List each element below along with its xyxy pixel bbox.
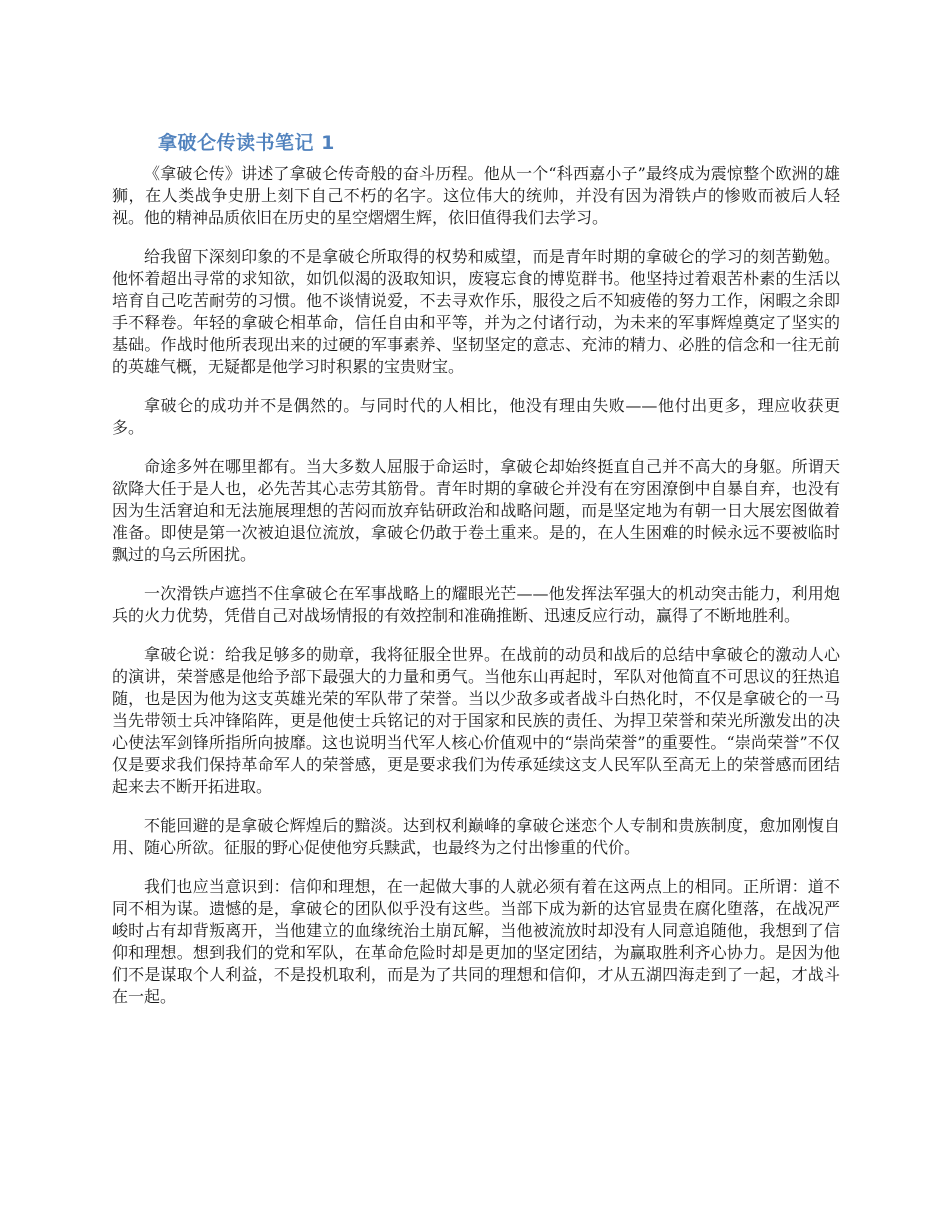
paragraph-5: 一次滑铁卢遮挡不住拿破仑在军事战略上的耀眼光芒——他发挥法军强大的机动突击能力，利用炮兵的火力优势，凭借自己对战场情报的有效控制和准确推断、迅速反应行动，赢得了不断地胜利。 [112, 584, 840, 625]
paragraph-8: 我们也应当意识到：信仰和理想，在一起做大事的人就必须有着在这两点上的相同。正所谓：道不同不相为谋。遗憾的是，拿破仑的团队似乎没有这些。当部下成为新的达官显贵在腐化堕落，在战况严峻时占有却背叛离开，当他建立的血缘统治土崩瓦解，当他被流放时却没有人同意追随他，我想到了信仰和理想。想到我们的党和军队，在革命危险时却是更加的坚定团结，为赢取胜利齐心协力。是因为他们不是谋取个人利益，不是投机取利，而是为了共同的理想和信仰，才从五湖四海走到了一起，才战斗在一起。 [112, 877, 840, 1006]
paragraph-2: 给我留下深刻印象的不是拿破仑所取得的权势和威望，而是青年时期的拿破仑的学习的刻苦勤勉。他怀着超出寻常的求知欲，如饥似渴的汲取知识，废寝忘食的博览群书。他坚持过着艰苦朴素的生活以培育自己吃苦耐劳的习惯。他不谈情说爱，不去寻欢作乐，服役之后不知疲倦的努力工作，闲暇之余即手不释卷。年轻的拿破仑相革命，信任自由和平等，并为之付诸行动，为未来的军事辉煌奠定了坚实的基础。作战时他所表现出来的过硬的军事素养、坚韧坚定的意志、充沛的精力、必胜的信念和一往无前的英雄气概，无疑都是他学习时积累的宝贵财宝。 [112, 247, 840, 376]
paragraph-3: 拿破仑的成功并不是偶然的。与同时代的人相比，他没有理由失败——他付出更多，理应收获更多。 [112, 396, 840, 437]
paragraph-6: 拿破仑说：给我足够多的勋章，我将征服全世界。在战前的动员和战后的总结中拿破仑的激动人心的演讲，荣誉感是他给予部下最强大的力量和勇气。当他东山再起时，军队对他简直不可思议的狂热追随，也是因为他为这支英雄光荣的军队带了荣誉。当以少敌多或者战斗白热化时，不仅是拿破仑的一马当先带领士兵冲锋陷阵，更是他使士兵铭记的对于国家和民族的责任、为捍卫荣誉和荣光所激发出的决心使法军剑锋所指所向披靡。这也说明当代军人核心价值观中的“崇尚荣誉”的重要性。“崇尚荣誉”不仅仅是要求我们保持革命军人的荣誉感，更是要求我们为传承延续这支人民军队至高无上的荣誉感而团结起来去不断开拓进取。 [112, 645, 840, 796]
document-title: 拿破仑传读书笔记 1 [158, 132, 335, 154]
paragraph-7: 不能回避的是拿破仑辉煌后的黯淡。达到权利巅峰的拿破仑迷恋个人专制和贵族制度，愈加刚愎自用、随心所欲。征服的野心促使他穷兵黩武，也最终为之付出惨重的代价。 [112, 816, 840, 857]
document-body [112, 163, 840, 1025]
paragraph-1: 《拿破仑传》讲述了拿破仑传奇般的奋斗历程。他从一个“科西嘉小子”最终成为震惊整个欧洲的雄狮，在人类战争史册上刻下自己不朽的名字。这位伟大的统帅，并没有因为滑铁卢的惨败而被后人轻视。他的精神品质依旧在历史的星空熠熠生辉，依旧值得我们去学习。 [112, 164, 840, 227]
paragraph-4: 命途多舛在哪里都有。当大多数人屈服于命运时，拿破仑却始终挺直自己并不高大的身躯。所谓天欲降大任于是人也，必先苦其心志劳其筋骨。青年时期的拿破仑并没有在穷困潦倒中自暴自弃，也没有因为生活窘迫和无法施展理想的苦闷而放弃钻研政治和战略问题，而是坚定地为有朝一日大展宏图做着准备。即使是第一次被迫退位流放，拿破仑仍敢于卷土重来。是的，在人生困难的时候永远不要被临时飘过的乌云所困扰。 [112, 457, 840, 564]
